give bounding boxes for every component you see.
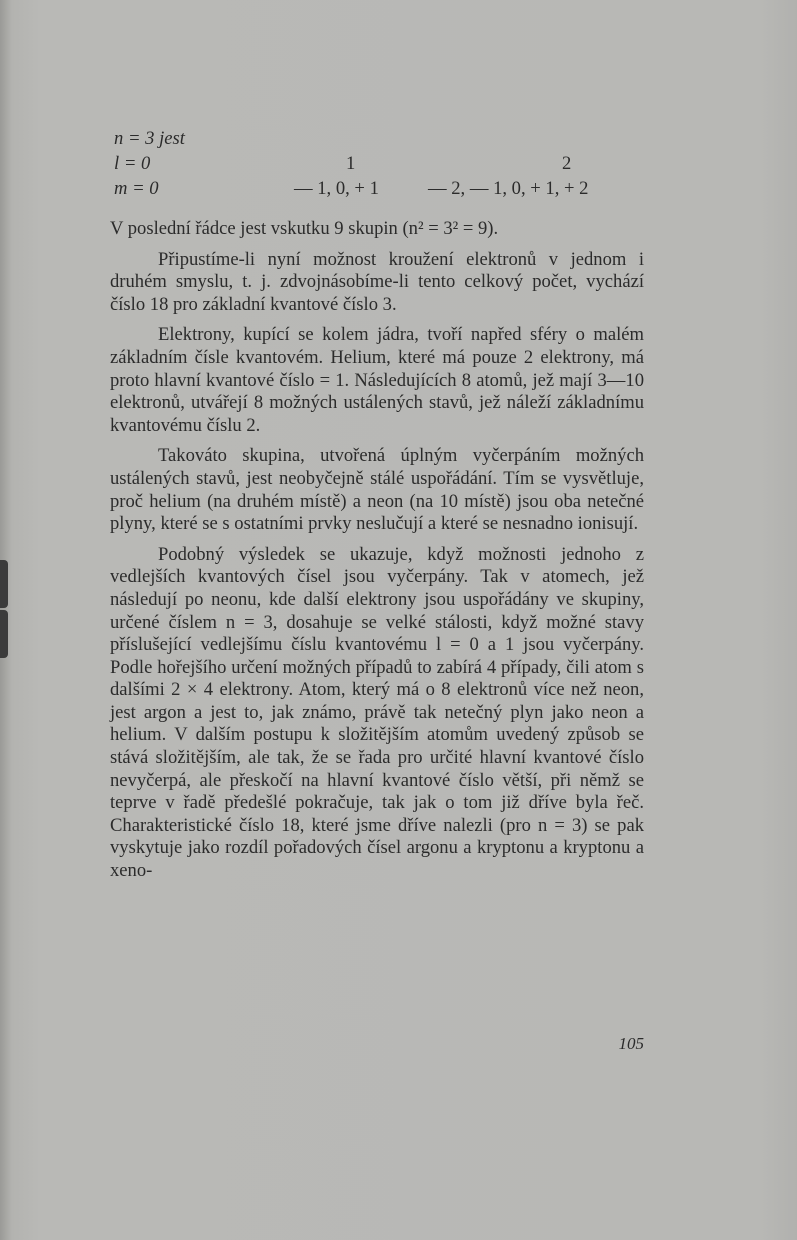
page-number: 105 [618,1034,644,1053]
table-cell: 1 [346,153,356,174]
paragraph: Elektrony, kupící se kolem jádra, tvoří napřed sféry o malém základním čísle kvantovém. Helium, které má pouze 2 elektrony, má proto hlavní kvantové číslo = 1. Následujících 8 atomů, jež mají 3—10 elektronů, utvářejí 8 možných ustálených stavů, jež náleží základnímu kvantovému číslu 2. [110,324,644,436]
paragraph: Takováto skupina, utvořená úplným vyčerpáním možných ustálených stavů, jest neobyčejně stálé uspořádání. Tím se vysvětluje, proč helium (na druhém místě) a neon (na 10 místě) jsou oba netečné plyny, které se s ostatními prvky neslučují a které se nesnadno ionisují. [110,445,644,535]
row-label: m = 0 [114,178,159,199]
table-cell: — 1, 0, + 1 [294,178,379,199]
table-row [110,126,650,151]
row-label: n = 3 jest [114,128,185,149]
table-row [110,151,650,176]
binding-mark [0,560,8,608]
table-cell: — 2, — 1, 0, + 1, + 2 [428,178,589,199]
table-row [110,176,650,201]
quantum-number-table [110,126,650,201]
binding-mark [0,610,8,658]
paragraph: Připustíme-li nyní možnost kroužení elektronů v jednom i druhém smyslu, t. j. zdvojnásobíme-li tento celkový počet, vychází číslo 18 pro základní kvantové číslo 3. [110,248,644,315]
paragraph: Podobný výsledek se ukazuje, když možnosti jednoho z vedlejších kvantových čísel jsou vyčerpány. Tak v atomech, jež následují po neonu, kde další elektrony jsou uspořádány ve skupiny, určené číslem n = 3, dosahuje se velké stálosti, když možné stavy příslušející vedlejšímu číslu kvantovému l = 0 a 1 jsou vyčerpány. Podle hořejšího určení možných případů to zabírá 4 případy, čili atom s dalšími 2 × 4 elektrony. Atom, který má o 8 elektronů více než neon, jest argon a jest to, jak známo, právě tak netečný plyn jako neon a helium. V dalším postupu k složitějším atomům uvedený způsob se stává složitějším, ale tak, že se řada pro určité hlavní kvantové číslo nevyčerpá, ale přeskočí na hlavní kvantové číslo větší, při němž se teprve v řadě předešlé pokračuje, tak jak o tom již dříve byla řeč. Charakteristické číslo 18, které jsme dříve nalezli (pro n = 3) se pak vyskytuje jako rozdíl pořadových čísel argonu a kryptonu a kryptonu a xeno- [110,543,644,882]
row-label: l = 0 [114,153,151,174]
table-cell: 2 [562,153,572,174]
body-text [110,218,644,891]
paragraph: V poslední řádce jest vskutku 9 skupin (n² = 3² = 9). [110,218,499,239]
